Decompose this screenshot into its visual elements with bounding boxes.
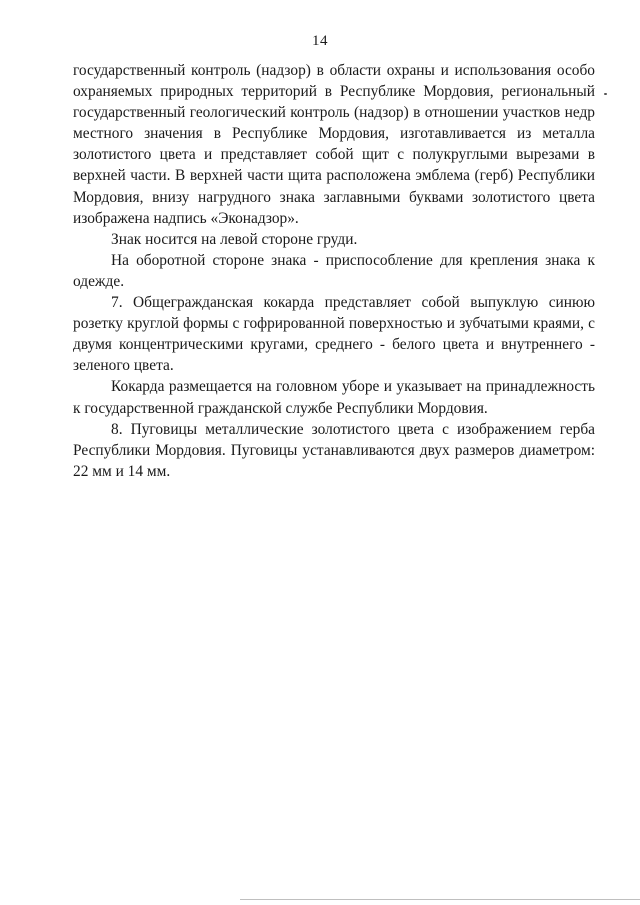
page-number: 14	[312, 33, 328, 49]
paragraph-buttons-description: 8. Пуговицы металлические золотистого цвета с изображением герба Республики Мордовия. Пуговицы устанавливаются двух размеров диаметром: 22 мм и 14 мм.	[73, 420, 595, 480]
paragraph-cockade-placement: Кокарда размещается на головном уборе и указывает на принадлежность к государственной гражданской службе Республики Мордовия.	[73, 378, 595, 417]
document-body	[73, 60, 595, 482]
paragraph-badge-description: государственный контроль (надзор) в области охраны и использования особо охраняемых природных территорий в Республике Мордовия, региональный государственный геологический контроль (надзор) в отношении участков недр местного значения в Республике Мордовия, изготавливается из металла золотистого цвета и представляет собой щит с полукруглыми вырезами в верхней части. В верхней части щита расположена эмблема (герб) Республики Мордовия, внизу нагрудного знака заглавными буквами золотистого цвета изображена надпись «Эконадзор».	[73, 62, 595, 227]
scan-speck	[604, 93, 607, 95]
paragraph-cockade-description: 7. Общегражданская кокарда представляет собой выпуклую синюю розетку круглой формы с гофрированной поверхностью и зубчатыми краями, с двумя концентрическими кругами, среднего - белого цвета и внутреннего - зеленого цвета.	[73, 294, 595, 375]
scan-edge-line	[240, 899, 640, 900]
paragraph-badge-wearing: Знак носится на левой стороне груди.	[111, 230, 358, 248]
paragraph-badge-fastening: На оборотной стороне знака - приспособление для крепления знака к одежде.	[73, 251, 595, 290]
